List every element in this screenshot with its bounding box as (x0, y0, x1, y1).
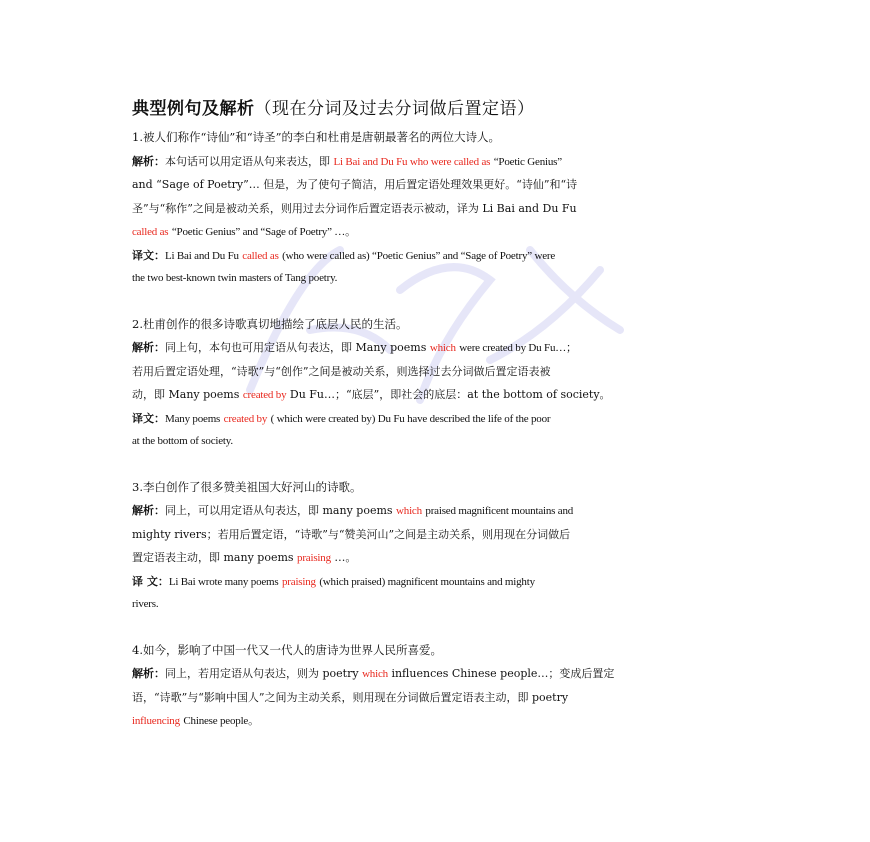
analysis-text: 同上，可以用定语从句表达，即 many poems (165, 504, 393, 517)
highlight-text: praising (297, 552, 331, 564)
example-section-1 (132, 126, 742, 291)
document-content (132, 98, 742, 755)
translation-line (132, 407, 742, 431)
translation-text: Li Bai wrote many poems (168, 575, 279, 588)
highlight-text: created by (242, 389, 287, 401)
analysis-text: “Poetic Genius” and “Sage of Poetry” …。 (171, 226, 356, 238)
title-sub: （现在分词及过去分词做后置定语） (254, 99, 535, 119)
analysis-text: 同上，若用定语从句表达，则为 poetry (165, 667, 359, 680)
highlight-text: Li Bai and Du Fu who were called as (333, 155, 491, 168)
analysis-text: 动，即 Many poems (132, 388, 240, 401)
translation-text: (which praised) magnificent mountains and mighty (319, 575, 535, 588)
analysis-line: 语，“诗歌”与“影响中国人”之间为主动关系，则用现在分词做后置定语表主动，即 poetry (132, 690, 569, 704)
page-title (132, 98, 742, 120)
highlight-text: which (396, 505, 422, 517)
title-main: 典型例句及解析 (132, 99, 255, 119)
analysis-line: and “Sage of Poetry”… 但是，为了使句子简洁，用后置定语处理效果更好。“诗仙”和“诗 (132, 178, 578, 191)
highlight-text: called as (132, 226, 169, 238)
example-section-4 (132, 639, 742, 733)
analysis-text: praised magnificent mountains and (425, 505, 574, 517)
translation-line: the two best-known twin masters of Tang poetry. (132, 272, 338, 284)
analysis-label: 解析： (132, 341, 165, 354)
highlight-text: which (362, 668, 388, 680)
translation-label: 译文： (132, 411, 165, 425)
analysis-line (132, 709, 742, 733)
translation-label: 译 文： (132, 574, 169, 588)
analysis-line (132, 220, 742, 244)
translation-text: Many poems (165, 412, 221, 425)
translation-line: at the bottom of society. (132, 435, 233, 447)
analysis-label: 解析： (132, 667, 165, 680)
analysis-text: “Poetic Genius” (493, 155, 562, 168)
example-section-2 (132, 313, 742, 454)
analysis-text: Chinese people。 (183, 715, 259, 727)
analysis-line: 若用后置定语处理，“诗歌”与“创作”之间是被动关系，则选择过去分词做后置定语表被 (132, 364, 551, 378)
analysis-label: 解析： (132, 504, 165, 517)
analysis-line (132, 546, 742, 570)
highlight-text: praising (282, 575, 316, 588)
highlight-text: influencing (132, 715, 180, 727)
analysis-line: mighty rivers；若用后置定语，“诗歌”与“赞美河山”之间是主动关系，则用现在分词做后 (132, 527, 571, 541)
highlight-text: created by (223, 412, 268, 425)
translation-line (132, 244, 742, 268)
analysis-line (132, 499, 742, 523)
analysis-text: 同上句，本句也可用定语从句表达，即 Many poems (165, 341, 427, 354)
highlight-text: called as (242, 249, 279, 262)
analysis-line (132, 336, 742, 360)
translation-text: (who were called as) “Poetic Genius” and “Sage of Poetry” were (282, 249, 556, 262)
analysis-line (132, 383, 742, 407)
analysis-label: 解析： (132, 154, 165, 168)
highlight-text: which (429, 342, 456, 354)
analysis-text: were created by Du Fu…； (459, 342, 577, 354)
analysis-line (132, 662, 742, 686)
example-question: 4.如今，影响了中国一代又一代人的唐诗为世界人民所喜爱。 (132, 642, 442, 657)
analysis-text: influences Chinese people…；变成后置定 (391, 667, 615, 680)
translation-text: Li Bai and Du Fu (165, 249, 239, 262)
analysis-text: …。 (334, 551, 357, 564)
analysis-line: 圣”与“称作”之间是被动关系，则用过去分词作后置定语表示被动，译为 Li Bai and Du Fu (132, 201, 577, 215)
example-question: 2.杜甫创作的很多诗歌真切地描绘了底层人民的生活。 (132, 316, 408, 331)
example-section-3 (132, 476, 742, 617)
example-question: 1.被人们称作“诗仙”和“诗圣”的李白和杜甫是唐朝最著名的两位大诗人。 (132, 130, 500, 144)
analysis-line (132, 150, 742, 174)
analysis-text: 本句话可以用定语从句来表达，即 (165, 154, 330, 168)
analysis-text: Du Fu…；“底层”，即社会的底层：at the bottom of society。 (289, 388, 611, 401)
translation-line (132, 570, 742, 594)
translation-text: ( which were created by) Du Fu have described the life of the poor (270, 412, 551, 425)
analysis-text: 置定语表主动，即 many poems (132, 551, 294, 564)
translation-line: rivers. (132, 598, 159, 610)
translation-label: 译文： (132, 248, 165, 262)
example-question: 3.李白创作了很多赞美祖国大好河山的诗歌。 (132, 479, 362, 494)
